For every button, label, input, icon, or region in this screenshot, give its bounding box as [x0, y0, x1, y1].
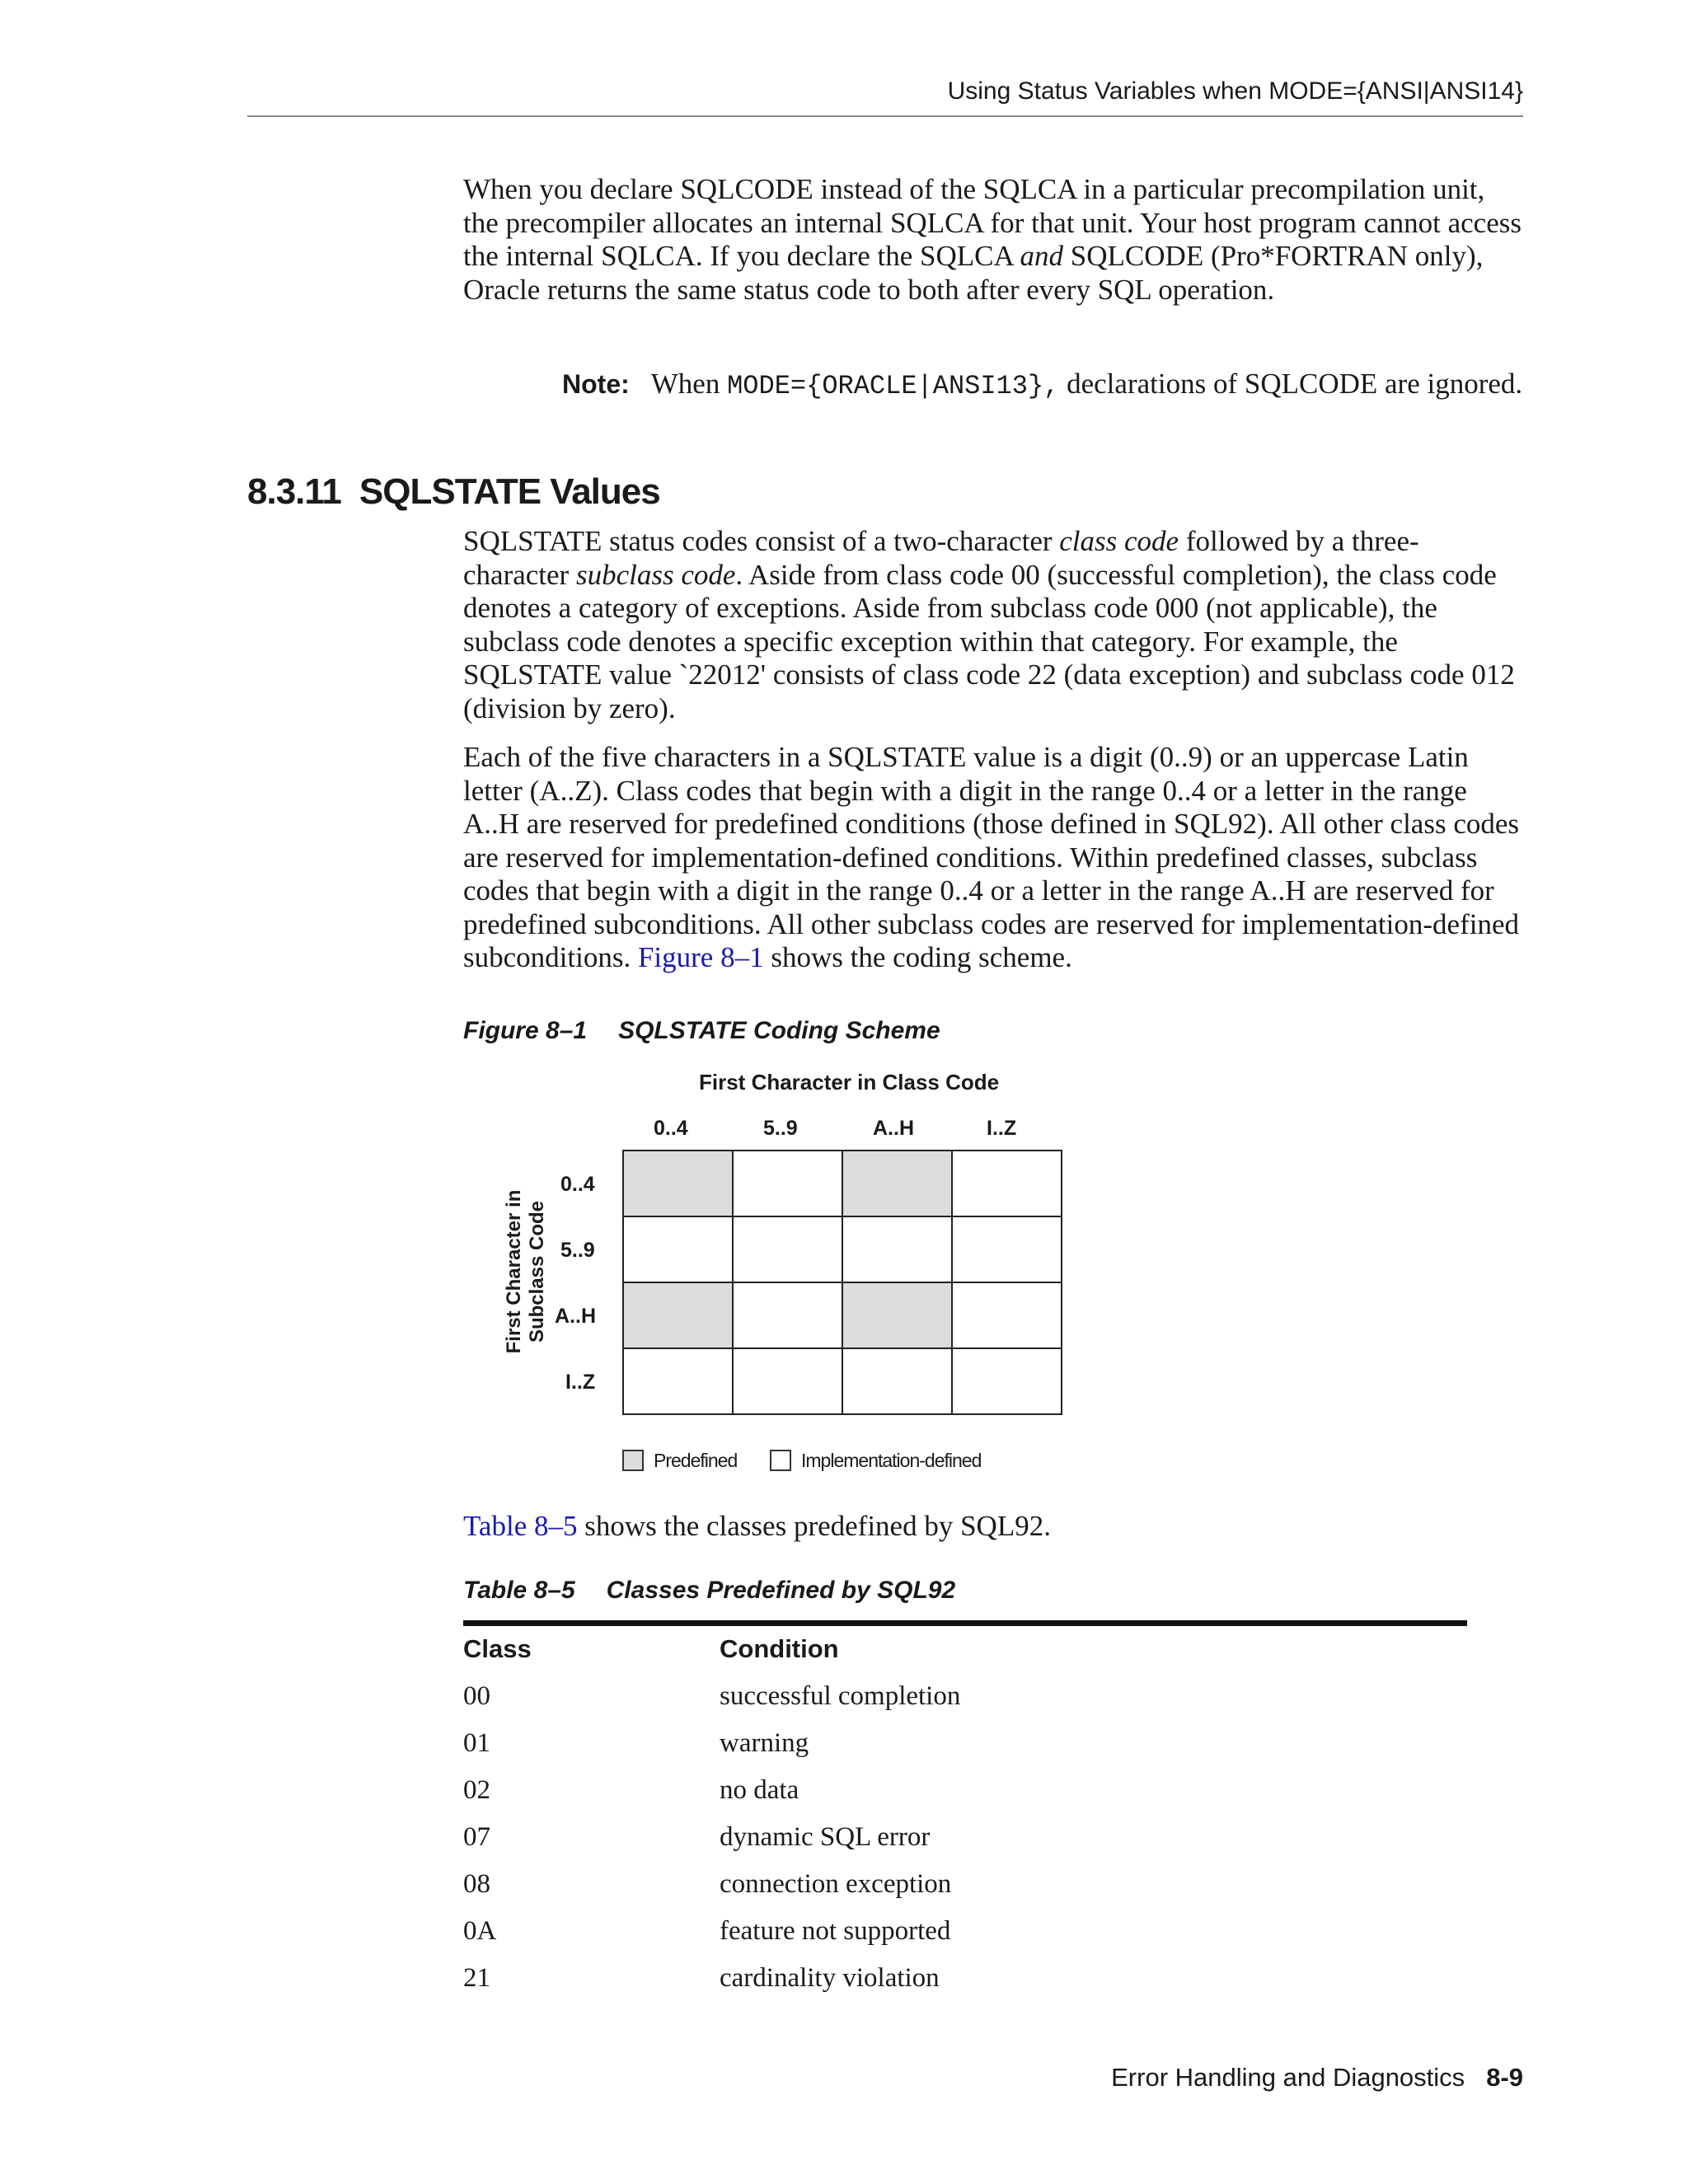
footer-chapter: Error Handling and Diagnostics: [1111, 2063, 1465, 2092]
table-cell-class: 21: [463, 1963, 490, 1993]
grid-cell-predefined: [624, 1151, 734, 1217]
legend-swatch-predefined: [622, 1450, 644, 1471]
note-box: [562, 368, 1523, 404]
grid-cell-implementation: [734, 1217, 843, 1283]
para2-emphasis-subclass-code: subclass code: [575, 558, 736, 591]
footer-page-number: 8-9: [1486, 2063, 1523, 2092]
para3-text-a: Each of the five characters in a SQLSTATE value is a digit (0..9) or an uppercase Latin letter (A..Z). Class codes that begin with a digit in the range 0..4 or a letter in the range A..H are reserved for predefined conditions (those defined in SQL92). All other class codes are reserved for implementation-defined conditions. Within predefined classes, subclass codes that begin with a digit in the range 0..4 or a letter in the range A..H are reserved for predefined subconditions. All other subclass codes are reserved for implementation-defined subconditions.: [463, 741, 1520, 973]
table-cell-class: 00: [463, 1681, 490, 1711]
table-cell-condition: connection exception: [720, 1869, 952, 1899]
table-cell-condition: successful completion: [720, 1681, 961, 1711]
table-cell-class: 01: [463, 1728, 490, 1758]
note-label: Note:: [562, 369, 630, 399]
grid-cell-implementation: [624, 1217, 734, 1283]
class-code-paragraph: [463, 525, 1523, 725]
grid-cell-predefined: [843, 1283, 953, 1349]
row-header-a-h: A..H: [555, 1305, 596, 1328]
intro-emphasis: and: [1020, 240, 1064, 272]
para2-text-b: followed by a three-character: [463, 525, 1419, 591]
grid-cell-implementation: [624, 1349, 734, 1415]
table-cell-class: 0A: [463, 1916, 497, 1946]
col-header-0-4: 0..4: [654, 1117, 688, 1140]
grid-cell-implementation: [734, 1283, 843, 1349]
table-intro-text: shows the classes predefined by SQL92.: [577, 1510, 1051, 1542]
col-header-5-9: 5..9: [763, 1117, 798, 1140]
note-text-a: When: [650, 368, 728, 400]
table-header-condition: Condition: [720, 1634, 839, 1663]
table-top-rule: [463, 1620, 1467, 1626]
note-text-b: declarations of SQLCODE are ignored.: [1059, 368, 1523, 400]
table-cell-condition: warning: [720, 1728, 809, 1758]
table-header-class: Class: [463, 1634, 532, 1663]
figure-number: Figure 8–1: [463, 1017, 588, 1044]
row-header-i-z: I..Z: [565, 1371, 596, 1394]
table-number: Table 8–5: [463, 1577, 575, 1604]
grid-cell-implementation: [953, 1217, 1062, 1283]
grid-cell-predefined: [843, 1151, 953, 1217]
para3-text-b: shows the coding scheme.: [763, 941, 1072, 973]
note-code: MODE={ORACLE|ANSI13},: [727, 371, 1060, 401]
intro-text-a: When you declare SQLCODE instead of the SQLCA in a particular precompilation unit, the precompiler allocates an internal SQLCA for that unit. Your host program cannot access the internal SQLCA. If you declare the SQLCA: [463, 173, 1522, 272]
grid-cell-implementation: [843, 1217, 953, 1283]
side-label-line-2: Subclass Code: [526, 1200, 548, 1343]
intro-paragraph: [463, 173, 1523, 307]
table-cell-class: 08: [463, 1869, 490, 1899]
section-heading: [247, 471, 660, 513]
characters-paragraph: [463, 741, 1523, 975]
col-header-i-z: I..Z: [987, 1117, 1017, 1140]
side-label-line-1: First Character in: [503, 1189, 525, 1354]
table-8-5-link[interactable]: Table 8–5: [463, 1510, 578, 1542]
row-header-5-9: 5..9: [560, 1239, 595, 1262]
table-cell-condition: cardinality violation: [720, 1963, 940, 1993]
grid-cell-predefined: [624, 1283, 734, 1349]
row-header-0-4: 0..4: [560, 1173, 595, 1196]
legend-swatch-implementation: [770, 1450, 791, 1471]
table-cell-condition: dynamic SQL error: [720, 1822, 931, 1852]
para2-text-a: SQLSTATE status codes consist of a two-character: [463, 525, 1060, 557]
grid-cell-implementation: [953, 1151, 1062, 1217]
page-footer: [1111, 2063, 1523, 2093]
legend-label-predefined: Predefined: [654, 1450, 738, 1471]
coding-grid: [622, 1150, 1062, 1415]
table-intro: [463, 1510, 1523, 1544]
figure-top-label: First Character in Class Code: [699, 1070, 1000, 1094]
para2-emphasis-class-code: class code: [1059, 525, 1179, 557]
legend-label-implementation: Implementation-defined: [801, 1450, 982, 1471]
grid-cell-implementation: [734, 1349, 843, 1415]
grid-cell-implementation: [953, 1349, 1062, 1415]
figure-caption: [463, 1017, 940, 1045]
table-cell-condition: no data: [720, 1775, 799, 1805]
section-title: SQLSTATE Values: [359, 471, 660, 512]
para2-text-c: . Aside from class code 00 (successful completion), the class code denotes a category of exceptions. Aside from subclass code 000 (not applicable), the subclass code denotes a specific exception within that category. For example, the SQLSTATE value `22012' consists of class code 22 (data exception) and subclass code 012 (division by zero).: [463, 558, 1515, 724]
figure-title: SQLSTATE Coding Scheme: [618, 1017, 940, 1044]
col-header-a-h: A..H: [873, 1117, 914, 1140]
table-caption: [463, 1577, 955, 1605]
figure-8-1-link[interactable]: Figure 8–1: [637, 941, 764, 973]
intro-text-b: SQLCODE (Pro*FORTRAN only), Oracle returns the same status code to both after every SQL operation.: [463, 240, 1484, 306]
section-number: 8.3.11: [247, 471, 341, 512]
figure-side-label: [503, 1148, 552, 1395]
grid-cell-implementation: [734, 1151, 843, 1217]
table-cell-class: 07: [463, 1822, 490, 1852]
table-title: Classes Predefined by SQL92: [606, 1577, 956, 1604]
grid-cell-implementation: [953, 1283, 1062, 1349]
table-cell-condition: feature not supported: [720, 1916, 951, 1946]
table-cell-class: 02: [463, 1775, 490, 1805]
grid-cell-implementation: [843, 1349, 953, 1415]
running-header: Using Status Variables when MODE={ANSI|ANSI14}: [247, 73, 1523, 117]
